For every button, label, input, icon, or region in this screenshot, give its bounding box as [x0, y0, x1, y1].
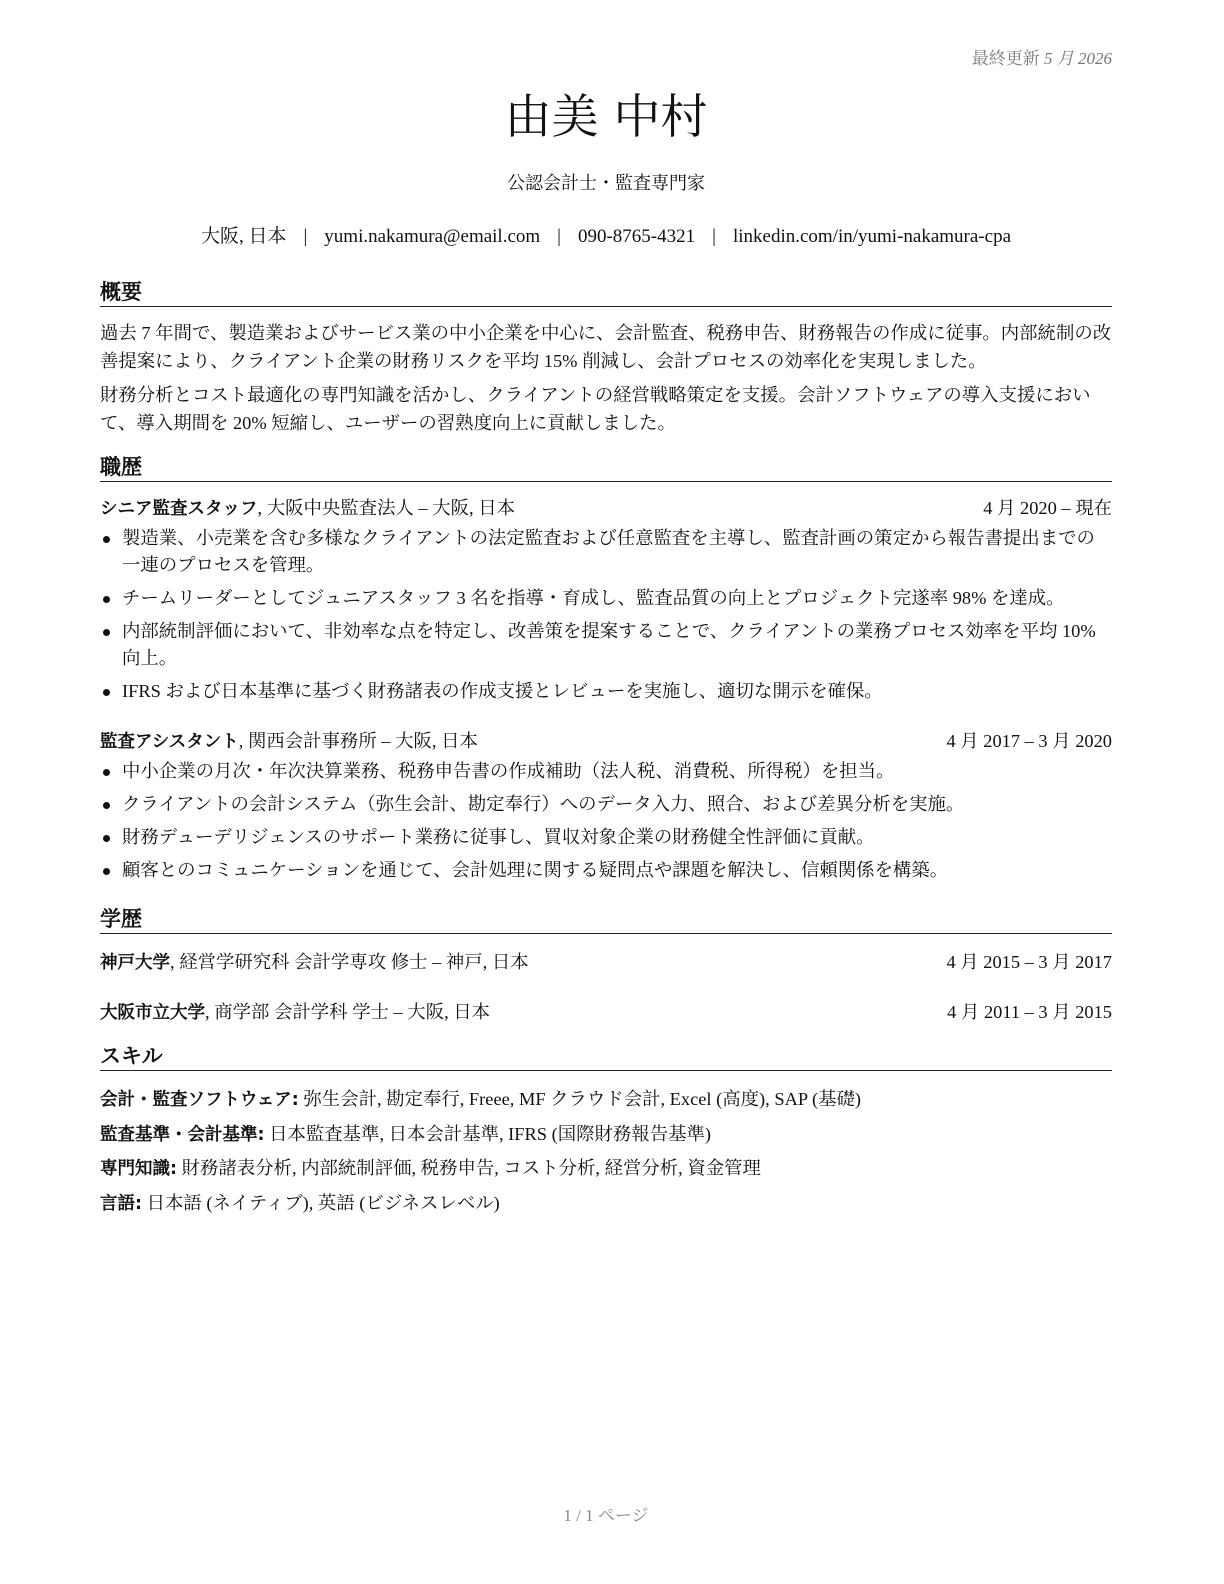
contact-email[interactable]: yumi.nakamura@email.com [324, 226, 541, 247]
skill-row [100, 1086, 1112, 1113]
summary-paragraph: 過去 7 年間で、製造業およびサービス業の中小企業を中心に、会計監査、税務申告、財務報告の作成に従事。内部統制の改善提案により、クライアント企業の財務リスクを平均 15% 削減し、会計プロセスの効率化を実現しました。 [100, 323, 1112, 371]
skill-label: 専門知識: [100, 1159, 177, 1179]
list-item [100, 758, 1112, 785]
skill-label: 会計・監査ソフトウェア: [100, 1090, 299, 1110]
education-dates: 4 月 2011 – 3 月 2015 [947, 1002, 1112, 1022]
section-title-education: 学歴 [100, 905, 1112, 934]
job-dates: 4 月 2020 – 現在 [983, 498, 1112, 518]
last-updated-label: 最終更新 [971, 49, 1040, 68]
skill-row [100, 1121, 1112, 1148]
contact-linkedin[interactable]: linkedin.com/in/yumi-nakamura-cpa [732, 226, 1012, 247]
bullet-text: 顧客とのコミュニケーションを通じて、会計処理に関する疑問点や課題を解決し、信頼関係を構築。 [122, 860, 949, 880]
bullet-icon [103, 689, 110, 696]
bullet-text: 財務デューデリジェンスのサポート業務に従事し、買収対象企業の財務健全性評価に貢献。 [122, 827, 875, 847]
job-role: シニア監査スタッフ [100, 499, 258, 519]
list-item [100, 525, 1112, 579]
bullet-icon [103, 629, 110, 636]
skill-label: 言語: [100, 1194, 142, 1214]
contact-separator: | [303, 226, 308, 247]
last-updated [972, 44, 1112, 69]
job-org: , 関西会計事務所 – 大阪, 日本 [238, 731, 478, 751]
school-name: 大阪市立大学 [100, 1003, 205, 1023]
job-bullets [100, 758, 1112, 890]
job-org: , 大阪中央監査法人 – 大阪, 日本 [257, 498, 515, 518]
bullet-icon [103, 536, 110, 543]
resume-page [100, 0, 1112, 1584]
bullet-text: IFRS および日本基準に基づく財務諸表の作成支援とレビューを実施し、適切な開示を確保。 [122, 681, 883, 701]
contact-separator: | [712, 226, 716, 247]
bullet-text: クライアントの会計システム（弥生会計、勘定奉行）へのデータ入力、照合、および差異分析を実施。 [122, 794, 965, 814]
school-name: 神戸大学 [100, 953, 170, 973]
bullet-text: 内部統制評価において、非効率な点を特定し、改善策を提案することで、クライアントの業務プロセス効率を平均 10% 向上。 [122, 621, 1096, 668]
skill-value: 日本監査基準, 日本会計基準, IFRS (国際財務報告基準) [264, 1124, 711, 1144]
section-title-summary: 概要 [100, 278, 1112, 307]
degree-detail: , 経営学研究科 会計学専攻 修士 – 神戸, 日本 [170, 952, 529, 972]
skill-row [100, 1190, 1112, 1217]
job-header [100, 495, 1112, 522]
degree-detail: , 商学部 会計学科 学士 – 大阪, 日本 [205, 1002, 491, 1022]
bullet-icon [103, 868, 110, 875]
list-item [100, 791, 1112, 818]
list-item [100, 618, 1112, 672]
skill-row [100, 1155, 1112, 1182]
skill-value: 弥生会計, 勘定奉行, Freee, MF クラウド会計, Excel (高度), SAP (基礎) [298, 1089, 862, 1109]
list-item [100, 824, 1112, 851]
education-item [100, 999, 1112, 1026]
skill-value: 財務諸表分析, 内部統制評価, 税務申告, コスト分析, 経営分析, 資金管理 [177, 1158, 761, 1178]
bullet-text: 中小企業の月次・年次決算業務、税務申告書の作成補助（法人税、消費税、所得税）を担当。 [122, 761, 895, 781]
job-role: 監査アシスタント [100, 732, 239, 752]
bullet-text: チームリーダーとしてジュニアスタッフ 3 名を指導・育成し、監査品質の向上とプロジェクト完遂率 98% を達成。 [122, 588, 1065, 608]
section-title-experience: 職歴 [100, 453, 1112, 482]
list-item [100, 857, 1112, 884]
job-header [100, 728, 1112, 755]
list-item [100, 585, 1112, 612]
education-dates: 4 月 2015 – 3 月 2017 [946, 952, 1112, 972]
list-item [100, 678, 1112, 705]
last-updated-date: 5 月 2026 [1044, 49, 1112, 68]
bullet-icon [103, 835, 110, 842]
candidate-headline: 公認会計士・監査専門家 [507, 173, 705, 193]
education-item [100, 949, 1112, 976]
contact-line [100, 225, 1112, 249]
candidate-name: 由美 中村 [504, 90, 708, 145]
bullet-icon [103, 769, 110, 776]
bullet-icon [103, 596, 110, 603]
section-title-skills: スキル [100, 1042, 1112, 1071]
job-bullets [100, 525, 1112, 711]
bullet-icon [103, 802, 110, 809]
bullet-text: 製造業、小売業を含む多様なクライアントの法定監査および任意監査を主導し、監査計画の策定から報告書提出までの一連のプロセスを管理。 [122, 528, 1095, 575]
skill-label: 監査基準・会計基準: [100, 1125, 265, 1145]
contact-phone: 090-8765-4321 [577, 226, 696, 247]
skill-value: 日本語 (ネイティブ), 英語 (ビジネスレベル) [142, 1193, 500, 1213]
contact-separator: | [557, 226, 561, 247]
contact-location: 大阪, 日本 [200, 226, 287, 247]
job-dates: 4 月 2017 – 3 月 2020 [946, 731, 1112, 751]
summary-paragraph: 財務分析とコスト最適化の専門知識を活かし、クライアントの経営戦略策定を支援。会計ソフトウェアの導入支援において、導入期間を 20% 短縮し、ユーザーの習熟度向上に貢献しました。 [100, 385, 1091, 433]
page-number: 1 / 1 ページ [563, 1506, 649, 1525]
